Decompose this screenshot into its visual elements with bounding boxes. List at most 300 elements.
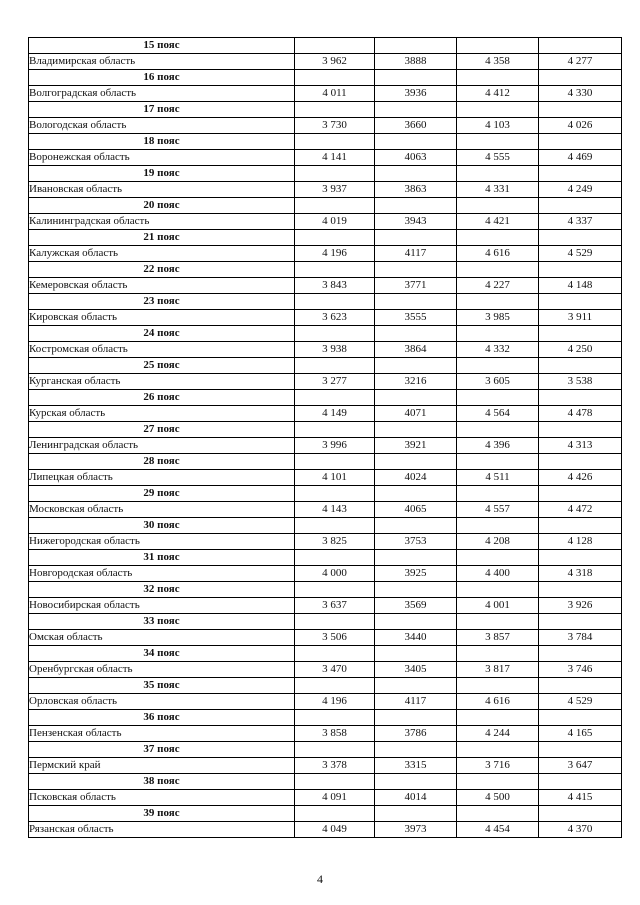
empty-cell — [539, 486, 622, 502]
belt-label: 18 пояс — [29, 134, 295, 150]
belt-row — [29, 742, 622, 758]
belt-label: 16 пояс — [29, 70, 295, 86]
value-cell-v3: 4 331 — [457, 182, 539, 198]
empty-cell — [539, 422, 622, 438]
value-cell-v4: 4 370 — [539, 822, 622, 838]
region-row — [29, 406, 622, 422]
empty-cell — [375, 550, 457, 566]
region-row — [29, 118, 622, 134]
empty-cell — [457, 358, 539, 374]
value-cell-v1: 3 506 — [295, 630, 375, 646]
empty-cell — [295, 710, 375, 726]
empty-cell — [539, 742, 622, 758]
value-cell-v3: 4 244 — [457, 726, 539, 742]
value-cell-v4: 4 318 — [539, 566, 622, 582]
region-name: Псковская область — [29, 790, 295, 806]
belt-row — [29, 646, 622, 662]
empty-cell — [539, 326, 622, 342]
empty-cell — [457, 486, 539, 502]
empty-cell — [295, 678, 375, 694]
belt-row — [29, 422, 622, 438]
value-cell-v1: 3 470 — [295, 662, 375, 678]
value-cell-v3: 4 616 — [457, 694, 539, 710]
empty-cell — [375, 486, 457, 502]
value-cell-v3: 4 332 — [457, 342, 539, 358]
belt-row — [29, 774, 622, 790]
value-cell-v4: 3 784 — [539, 630, 622, 646]
value-cell-v2: 4024 — [375, 470, 457, 486]
empty-cell — [457, 70, 539, 86]
region-name: Ивановская область — [29, 182, 295, 198]
value-cell-v3: 4 412 — [457, 86, 539, 102]
belt-label: 35 пояс — [29, 678, 295, 694]
value-cell-v2: 3440 — [375, 630, 457, 646]
empty-cell — [295, 422, 375, 438]
empty-cell — [457, 646, 539, 662]
belt-row — [29, 102, 622, 118]
region-row — [29, 374, 622, 390]
region-row — [29, 758, 622, 774]
value-cell-v2: 4117 — [375, 246, 457, 262]
belt-label: 30 пояс — [29, 518, 295, 534]
region-row — [29, 470, 622, 486]
belt-label: 26 пояс — [29, 390, 295, 406]
value-cell-v1: 4 196 — [295, 246, 375, 262]
empty-cell — [375, 454, 457, 470]
value-cell-v3: 3 716 — [457, 758, 539, 774]
value-cell-v2: 3771 — [375, 278, 457, 294]
empty-cell — [295, 614, 375, 630]
belt-label: 39 пояс — [29, 806, 295, 822]
empty-cell — [539, 678, 622, 694]
empty-cell — [539, 646, 622, 662]
value-cell-v1: 3 937 — [295, 182, 375, 198]
value-cell-v3: 4 208 — [457, 534, 539, 550]
belt-label: 27 пояс — [29, 422, 295, 438]
empty-cell — [457, 550, 539, 566]
region-name: Пермский край — [29, 758, 295, 774]
region-name: Кировская область — [29, 310, 295, 326]
value-cell-v2: 3569 — [375, 598, 457, 614]
empty-cell — [539, 550, 622, 566]
empty-cell — [295, 262, 375, 278]
value-cell-v4: 4 165 — [539, 726, 622, 742]
value-cell-v4: 4 478 — [539, 406, 622, 422]
value-cell-v2: 3925 — [375, 566, 457, 582]
belt-row — [29, 198, 622, 214]
value-cell-v1: 3 277 — [295, 374, 375, 390]
value-cell-v1: 4 143 — [295, 502, 375, 518]
empty-cell — [295, 326, 375, 342]
value-cell-v1: 3 996 — [295, 438, 375, 454]
region-row — [29, 214, 622, 230]
region-name: Курганская область — [29, 374, 295, 390]
empty-cell — [295, 38, 375, 54]
value-cell-v4: 4 529 — [539, 694, 622, 710]
value-cell-v2: 3864 — [375, 342, 457, 358]
belt-label: 28 пояс — [29, 454, 295, 470]
region-row — [29, 438, 622, 454]
value-cell-v4: 4 128 — [539, 534, 622, 550]
empty-cell — [539, 198, 622, 214]
empty-cell — [375, 710, 457, 726]
belt-label: 22 пояс — [29, 262, 295, 278]
region-name: Воронежская область — [29, 150, 295, 166]
region-name: Ленинградская область — [29, 438, 295, 454]
belt-row — [29, 230, 622, 246]
value-cell-v1: 3 637 — [295, 598, 375, 614]
region-name: Пензенская область — [29, 726, 295, 742]
page-number: 4 — [317, 872, 323, 886]
value-cell-v2: 4065 — [375, 502, 457, 518]
region-row — [29, 534, 622, 550]
value-cell-v1: 3 962 — [295, 54, 375, 70]
empty-cell — [375, 422, 457, 438]
region-row — [29, 502, 622, 518]
region-row — [29, 342, 622, 358]
region-row — [29, 246, 622, 262]
belt-label: 20 пояс — [29, 198, 295, 214]
empty-cell — [295, 774, 375, 790]
value-cell-v4: 3 647 — [539, 758, 622, 774]
empty-cell — [457, 710, 539, 726]
region-row — [29, 150, 622, 166]
value-cell-v4: 4 026 — [539, 118, 622, 134]
value-cell-v3: 4 616 — [457, 246, 539, 262]
region-name: Курская область — [29, 406, 295, 422]
belt-label: 37 пояс — [29, 742, 295, 758]
empty-cell — [295, 806, 375, 822]
empty-cell — [295, 742, 375, 758]
region-name: Нижегородская область — [29, 534, 295, 550]
value-cell-v4: 4 337 — [539, 214, 622, 230]
value-cell-v1: 3 843 — [295, 278, 375, 294]
value-cell-v1: 3 858 — [295, 726, 375, 742]
value-cell-v3: 4 396 — [457, 438, 539, 454]
value-cell-v2: 3315 — [375, 758, 457, 774]
belt-label: 19 пояс — [29, 166, 295, 182]
value-cell-v3: 4 103 — [457, 118, 539, 134]
value-cell-v4: 3 926 — [539, 598, 622, 614]
value-cell-v4: 4 313 — [539, 438, 622, 454]
value-cell-v4: 4 529 — [539, 246, 622, 262]
empty-cell — [457, 614, 539, 630]
empty-cell — [539, 294, 622, 310]
empty-cell — [457, 390, 539, 406]
region-row — [29, 182, 622, 198]
region-row — [29, 310, 622, 326]
empty-cell — [375, 806, 457, 822]
value-cell-v4: 3 538 — [539, 374, 622, 390]
region-name: Владимирская область — [29, 54, 295, 70]
value-cell-v2: 4014 — [375, 790, 457, 806]
value-cell-v4: 4 249 — [539, 182, 622, 198]
value-cell-v4: 3 911 — [539, 310, 622, 326]
value-cell-v2: 4117 — [375, 694, 457, 710]
value-cell-v3: 4 511 — [457, 470, 539, 486]
empty-cell — [539, 390, 622, 406]
value-cell-v3: 3 857 — [457, 630, 539, 646]
value-cell-v3: 4 454 — [457, 822, 539, 838]
empty-cell — [375, 582, 457, 598]
empty-cell — [375, 678, 457, 694]
value-cell-v2: 3863 — [375, 182, 457, 198]
value-cell-v3: 4 227 — [457, 278, 539, 294]
value-cell-v2: 3405 — [375, 662, 457, 678]
empty-cell — [457, 38, 539, 54]
empty-cell — [375, 326, 457, 342]
value-cell-v1: 4 011 — [295, 86, 375, 102]
empty-cell — [295, 102, 375, 118]
value-cell-v2: 3753 — [375, 534, 457, 550]
empty-cell — [295, 486, 375, 502]
empty-cell — [457, 742, 539, 758]
value-cell-v1: 3 938 — [295, 342, 375, 358]
belt-row — [29, 38, 622, 54]
value-cell-v2: 3888 — [375, 54, 457, 70]
value-cell-v2: 4063 — [375, 150, 457, 166]
empty-cell — [457, 774, 539, 790]
belt-row — [29, 614, 622, 630]
empty-cell — [375, 262, 457, 278]
region-name: Калужская область — [29, 246, 295, 262]
region-name: Кемеровская область — [29, 278, 295, 294]
belt-row — [29, 262, 622, 278]
empty-cell — [295, 550, 375, 566]
region-name: Новгородская область — [29, 566, 295, 582]
region-row — [29, 630, 622, 646]
region-row — [29, 598, 622, 614]
region-row — [29, 278, 622, 294]
empty-cell — [295, 582, 375, 598]
value-cell-v3: 4 500 — [457, 790, 539, 806]
value-cell-v1: 3 378 — [295, 758, 375, 774]
belt-row — [29, 134, 622, 150]
region-row — [29, 662, 622, 678]
empty-cell — [539, 134, 622, 150]
belt-row — [29, 70, 622, 86]
value-cell-v3: 4 421 — [457, 214, 539, 230]
value-cell-v3: 4 400 — [457, 566, 539, 582]
belt-label: 23 пояс — [29, 294, 295, 310]
value-cell-v1: 3 825 — [295, 534, 375, 550]
belt-label: 32 пояс — [29, 582, 295, 598]
empty-cell — [457, 454, 539, 470]
region-name: Рязанская область — [29, 822, 295, 838]
value-cell-v1: 4 019 — [295, 214, 375, 230]
empty-cell — [375, 742, 457, 758]
belt-row — [29, 294, 622, 310]
empty-cell — [539, 102, 622, 118]
belt-row — [29, 166, 622, 182]
belt-row — [29, 582, 622, 598]
belt-row — [29, 806, 622, 822]
empty-cell — [295, 230, 375, 246]
region-name: Омская область — [29, 630, 295, 646]
belt-row — [29, 486, 622, 502]
empty-cell — [375, 230, 457, 246]
empty-cell — [457, 262, 539, 278]
belt-row — [29, 326, 622, 342]
value-cell-v2: 3660 — [375, 118, 457, 134]
empty-cell — [375, 198, 457, 214]
empty-cell — [375, 390, 457, 406]
empty-cell — [295, 358, 375, 374]
belt-label: 24 пояс — [29, 326, 295, 342]
region-name: Липецкая область — [29, 470, 295, 486]
value-cell-v3: 4 358 — [457, 54, 539, 70]
value-cell-v2: 4071 — [375, 406, 457, 422]
empty-cell — [457, 198, 539, 214]
value-cell-v4: 4 250 — [539, 342, 622, 358]
region-name: Московская область — [29, 502, 295, 518]
empty-cell — [457, 518, 539, 534]
value-cell-v1: 4 101 — [295, 470, 375, 486]
belt-label: 31 пояс — [29, 550, 295, 566]
value-cell-v2: 3936 — [375, 86, 457, 102]
value-cell-v2: 3973 — [375, 822, 457, 838]
empty-cell — [457, 422, 539, 438]
empty-cell — [375, 774, 457, 790]
region-name: Калининградская область — [29, 214, 295, 230]
value-cell-v4: 4 426 — [539, 470, 622, 486]
belt-row — [29, 710, 622, 726]
empty-cell — [375, 614, 457, 630]
empty-cell — [375, 102, 457, 118]
value-cell-v2: 3786 — [375, 726, 457, 742]
empty-cell — [539, 518, 622, 534]
empty-cell — [457, 134, 539, 150]
value-cell-v4: 4 472 — [539, 502, 622, 518]
value-cell-v3: 4 555 — [457, 150, 539, 166]
empty-cell — [539, 166, 622, 182]
empty-cell — [295, 518, 375, 534]
empty-cell — [375, 166, 457, 182]
value-cell-v4: 4 277 — [539, 54, 622, 70]
value-cell-v3: 4 557 — [457, 502, 539, 518]
region-name: Вологодская область — [29, 118, 295, 134]
region-row — [29, 86, 622, 102]
empty-cell — [457, 678, 539, 694]
empty-cell — [295, 166, 375, 182]
empty-cell — [539, 38, 622, 54]
rates-table — [28, 37, 622, 838]
empty-cell — [457, 326, 539, 342]
empty-cell — [375, 38, 457, 54]
empty-cell — [375, 646, 457, 662]
value-cell-v2: 3216 — [375, 374, 457, 390]
value-cell-v3: 3 605 — [457, 374, 539, 390]
empty-cell — [539, 454, 622, 470]
empty-cell — [295, 198, 375, 214]
belt-label: 34 пояс — [29, 646, 295, 662]
empty-cell — [539, 70, 622, 86]
empty-cell — [457, 806, 539, 822]
empty-cell — [375, 358, 457, 374]
empty-cell — [457, 582, 539, 598]
empty-cell — [295, 70, 375, 86]
value-cell-v1: 4 196 — [295, 694, 375, 710]
table-body — [29, 38, 622, 838]
value-cell-v1: 4 049 — [295, 822, 375, 838]
value-cell-v1: 3 623 — [295, 310, 375, 326]
empty-cell — [457, 230, 539, 246]
belt-label: 21 пояс — [29, 230, 295, 246]
empty-cell — [295, 646, 375, 662]
region-name: Волгоградская область — [29, 86, 295, 102]
value-cell-v2: 3943 — [375, 214, 457, 230]
empty-cell — [295, 390, 375, 406]
region-row — [29, 790, 622, 806]
region-row — [29, 54, 622, 70]
value-cell-v4: 4 415 — [539, 790, 622, 806]
value-cell-v1: 4 141 — [295, 150, 375, 166]
value-cell-v4: 3 746 — [539, 662, 622, 678]
value-cell-v4: 4 148 — [539, 278, 622, 294]
belt-label: 17 пояс — [29, 102, 295, 118]
region-row — [29, 566, 622, 582]
belt-row — [29, 454, 622, 470]
empty-cell — [539, 230, 622, 246]
empty-cell — [457, 294, 539, 310]
region-name: Орловская область — [29, 694, 295, 710]
empty-cell — [539, 710, 622, 726]
empty-cell — [375, 294, 457, 310]
value-cell-v1: 4 091 — [295, 790, 375, 806]
belt-label: 29 пояс — [29, 486, 295, 502]
value-cell-v3: 4 001 — [457, 598, 539, 614]
value-cell-v2: 3555 — [375, 310, 457, 326]
belt-label: 33 пояс — [29, 614, 295, 630]
region-name: Оренбургская область — [29, 662, 295, 678]
value-cell-v1: 3 730 — [295, 118, 375, 134]
value-cell-v3: 3 817 — [457, 662, 539, 678]
value-cell-v1: 4 149 — [295, 406, 375, 422]
empty-cell — [539, 358, 622, 374]
belt-row — [29, 518, 622, 534]
value-cell-v4: 4 469 — [539, 150, 622, 166]
empty-cell — [457, 166, 539, 182]
belt-row — [29, 390, 622, 406]
region-row — [29, 726, 622, 742]
value-cell-v1: 4 000 — [295, 566, 375, 582]
belt-label: 15 пояс — [29, 38, 295, 54]
empty-cell — [295, 294, 375, 310]
empty-cell — [457, 102, 539, 118]
empty-cell — [375, 134, 457, 150]
belt-label: 38 пояс — [29, 774, 295, 790]
region-row — [29, 694, 622, 710]
value-cell-v2: 3921 — [375, 438, 457, 454]
value-cell-v3: 3 985 — [457, 310, 539, 326]
empty-cell — [375, 70, 457, 86]
belt-label: 25 пояс — [29, 358, 295, 374]
region-name: Костромская область — [29, 342, 295, 358]
empty-cell — [539, 774, 622, 790]
empty-cell — [375, 518, 457, 534]
empty-cell — [295, 134, 375, 150]
region-name: Новосибирская область — [29, 598, 295, 614]
belt-row — [29, 550, 622, 566]
empty-cell — [539, 614, 622, 630]
empty-cell — [539, 806, 622, 822]
region-row — [29, 822, 622, 838]
belt-row — [29, 358, 622, 374]
empty-cell — [539, 262, 622, 278]
value-cell-v3: 4 564 — [457, 406, 539, 422]
empty-cell — [539, 582, 622, 598]
belt-row — [29, 678, 622, 694]
